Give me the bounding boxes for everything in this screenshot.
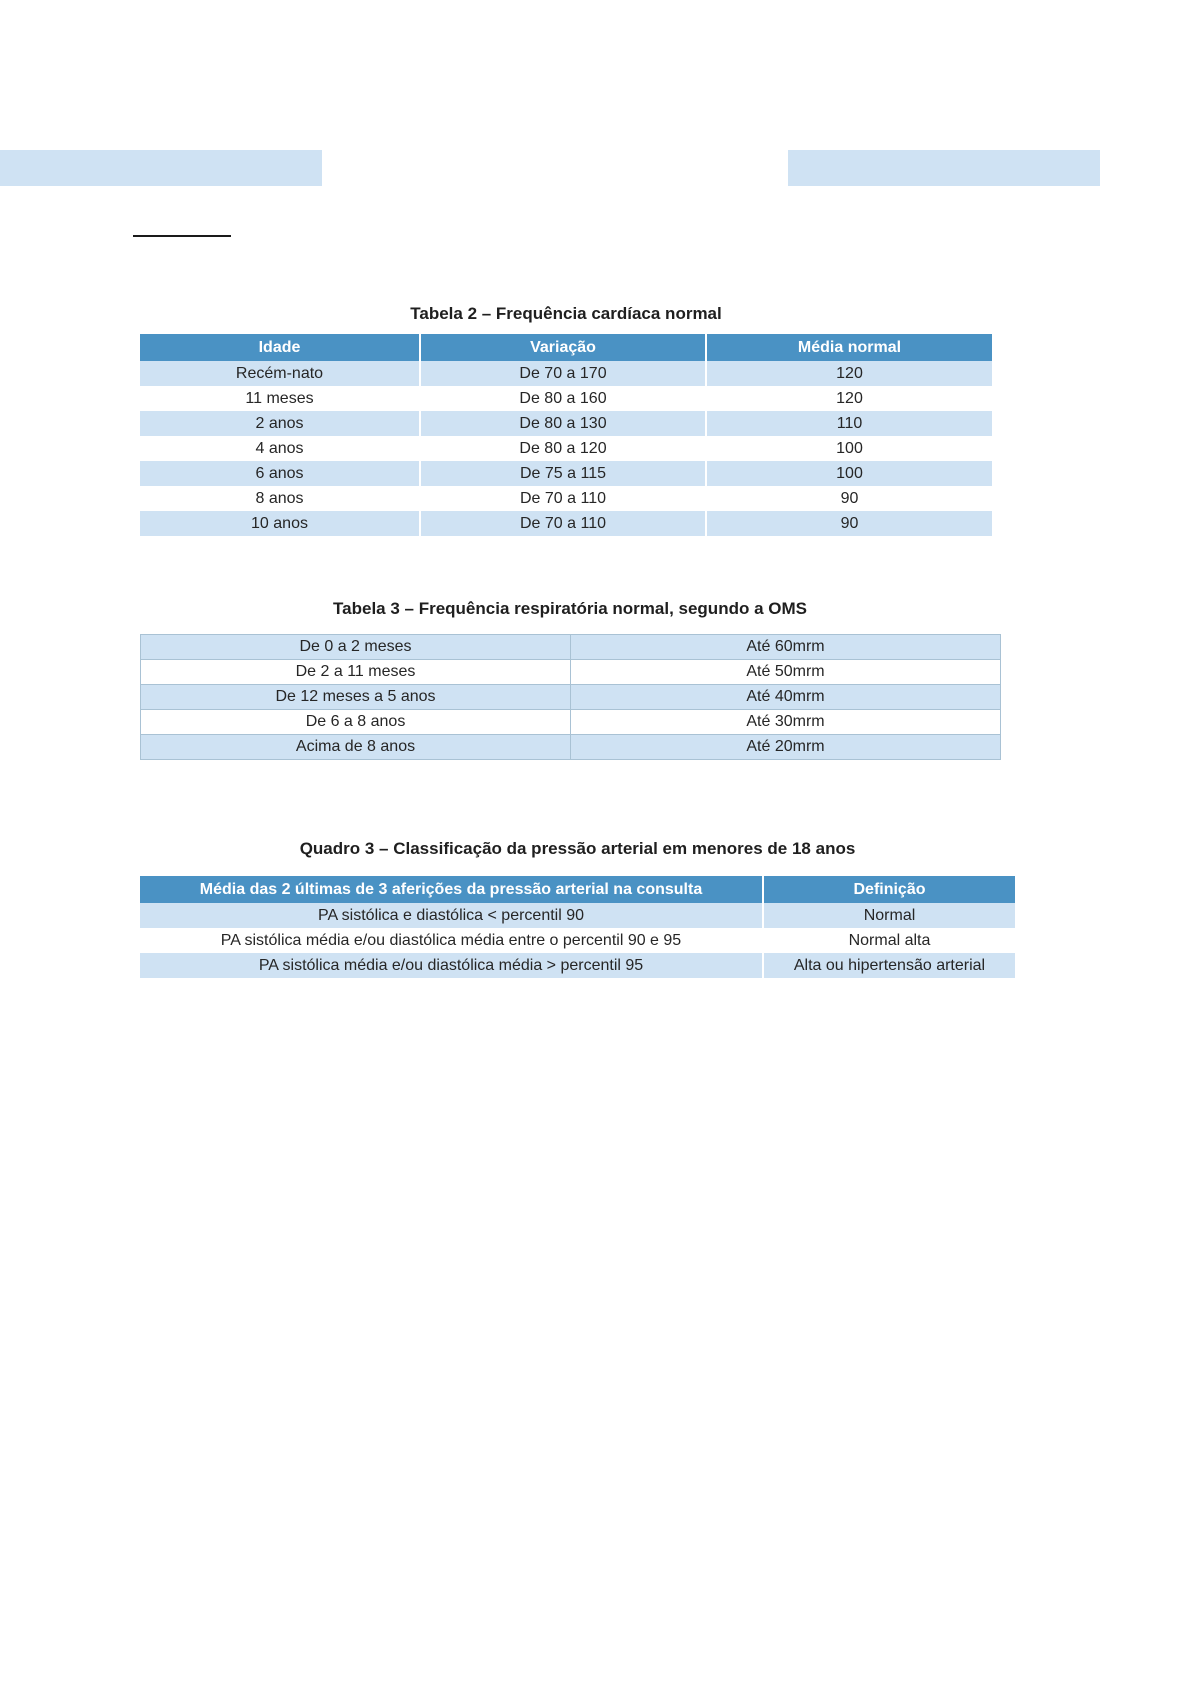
table-cell: De 12 meses a 5 anos [141, 685, 571, 710]
column-header-media-normal: Média normal [706, 334, 992, 361]
table-cell: De 0 a 2 meses [141, 635, 571, 660]
table-cell: Acima de 8 anos [141, 735, 571, 760]
table-row [141, 735, 1001, 760]
table-cell: Alta ou hipertensão arterial [763, 953, 1015, 978]
table-respiratory-rate [140, 634, 1001, 760]
table-cell: De 80 a 120 [420, 436, 706, 461]
table-cell: 120 [706, 361, 992, 386]
column-header-definicao: Definição [763, 876, 1015, 903]
table-cell: PA sistólica média e/ou diastólica média entre o percentil 90 e 95 [220, 931, 682, 949]
table-cell: 8 anos [255, 489, 304, 507]
table-cell: 90 [706, 486, 992, 511]
table-cell: Até 40mrm [571, 685, 1001, 710]
table2-title: Tabela 2 – Frequência cardíaca normal [410, 304, 722, 323]
table-cell: Até 60mrm [571, 635, 1001, 660]
table-row [141, 685, 1001, 710]
table-row [140, 511, 992, 536]
table-cell: 100 [706, 436, 992, 461]
table-cell: Normal [763, 903, 1015, 928]
table-header-row [140, 876, 1015, 903]
table-cell: Até 50mrm [571, 660, 1001, 685]
table-cell: De 70 a 110 [420, 511, 706, 536]
table-row [140, 411, 992, 436]
table-row [140, 436, 992, 461]
table-blood-pressure [140, 876, 1015, 978]
table-cell: De 2 a 11 meses [141, 660, 571, 685]
decorative-bar-left [0, 150, 322, 186]
horizontal-rule [133, 235, 231, 237]
table-row [140, 953, 1015, 978]
table-cell: De 80 a 160 [420, 386, 706, 411]
table-row [140, 361, 992, 386]
table-cell: 100 [706, 461, 992, 486]
table-cell: 4 anos [255, 439, 304, 457]
table-cell: De 80 a 130 [420, 411, 706, 436]
table-row [140, 928, 1015, 953]
table-row [141, 635, 1001, 660]
table-cell: De 70 a 110 [420, 486, 706, 511]
table-cell: Normal alta [763, 928, 1015, 953]
table-cell: Recém-nato [140, 361, 420, 386]
table3-title: Tabela 3 – Frequência respiratória normal, segundo a OMS [333, 599, 807, 618]
table-header-row [140, 334, 992, 361]
table-cell: 10 anos [140, 511, 420, 536]
table-row [141, 710, 1001, 735]
table-cell: 120 [706, 386, 992, 411]
table-cell: De 6 a 8 anos [141, 710, 571, 735]
table-cell: Até 20mrm [571, 735, 1001, 760]
quadro3-title: Quadro 3 – Classificação da pressão arterial em menores de 18 anos [299, 839, 856, 858]
table-cell: 110 [706, 411, 992, 436]
table-cell: PA sistólica e diastólica < percentil 90 [140, 903, 763, 928]
table-cell: Até 30mrm [571, 710, 1001, 735]
table-heart-rate [140, 334, 992, 536]
table-row [140, 486, 992, 511]
table-cell: 90 [706, 511, 992, 536]
column-header-variacao: Variação [420, 334, 706, 361]
column-header-media-afericoes: Média das 2 últimas de 3 aferições da pressão arterial na consulta [140, 876, 763, 903]
column-header-idade: Idade [140, 334, 420, 361]
table-cell: 2 anos [140, 411, 420, 436]
table-row [140, 903, 1015, 928]
table-row [140, 461, 992, 486]
decorative-bar-right [788, 150, 1100, 186]
table-cell: De 70 a 170 [420, 361, 706, 386]
table-cell: 11 meses [245, 389, 314, 407]
table-row [141, 660, 1001, 685]
table-cell: De 75 a 115 [420, 461, 706, 486]
table-cell: 6 anos [140, 461, 420, 486]
table-row [140, 386, 992, 411]
table-cell: PA sistólica média e/ou diastólica média > percentil 95 [140, 953, 763, 978]
